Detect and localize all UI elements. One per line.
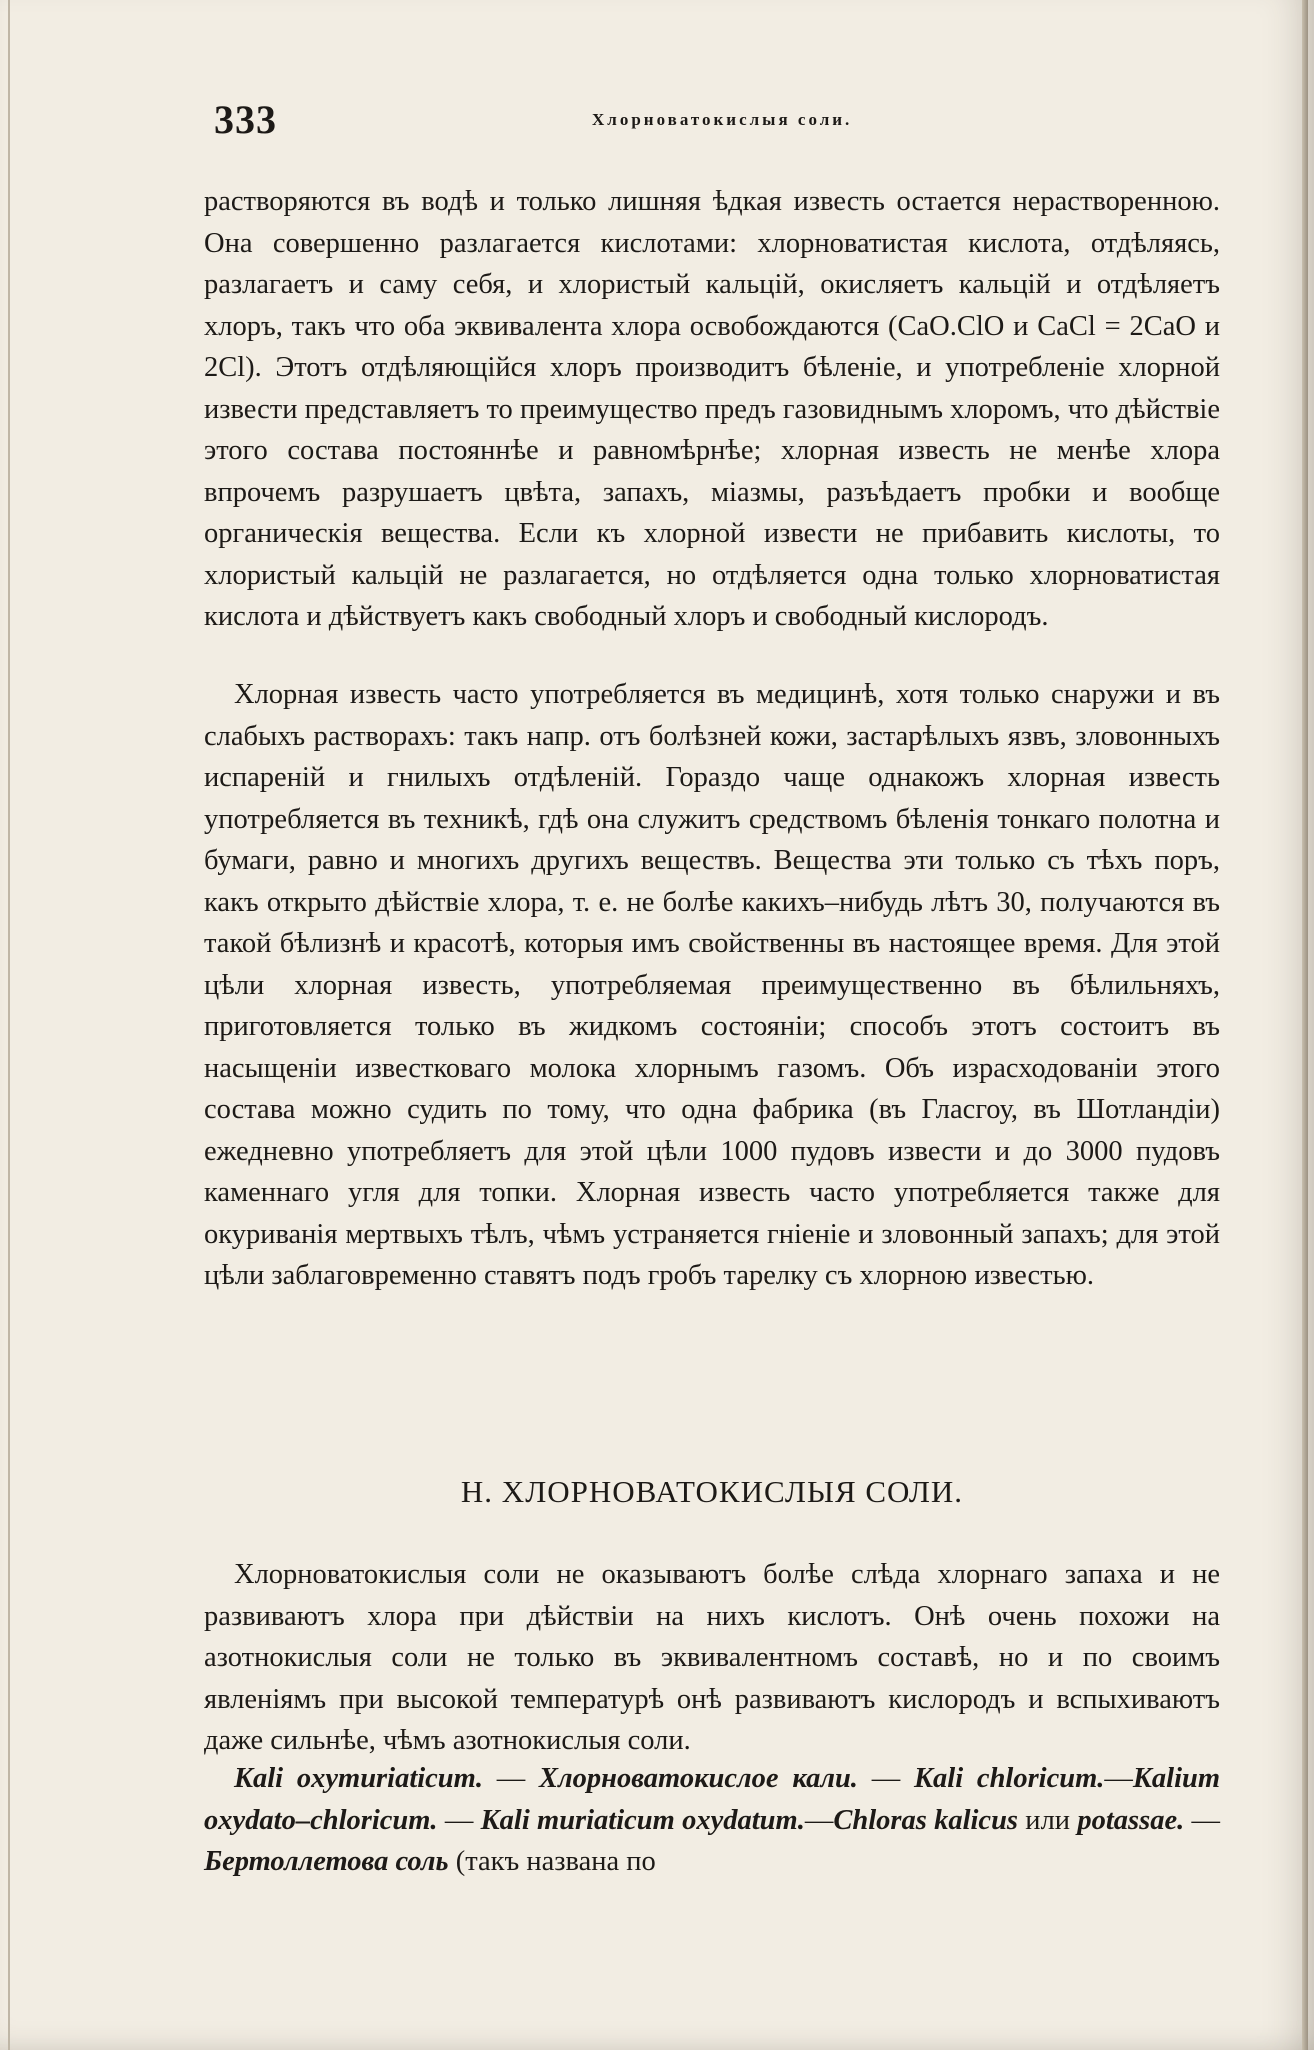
russian-name-2: Бертоллетова соль (204, 1846, 449, 1877)
dash-4: — (437, 1804, 481, 1836)
trailing-text: (такъ названа по (448, 1846, 656, 1877)
page-left-edge (8, 0, 10, 2050)
dash-3: — (1104, 1763, 1133, 1794)
connector-word: или (1018, 1804, 1078, 1836)
page-right-edge (1302, 0, 1308, 2050)
page-header (214, 96, 1214, 156)
dash-6: — (1184, 1804, 1221, 1836)
dash-1: — (482, 1763, 540, 1794)
running-title: Хлорноватокислыя соли. (592, 110, 853, 129)
latin-name-4: Kali muriaticum oxydatum. (480, 1804, 805, 1836)
latin-name-5: Chloras kalicus (833, 1804, 1019, 1836)
dash-5: — (804, 1804, 834, 1836)
latin-name-3: Kalium oxydato–chloricum. (204, 1763, 1221, 1836)
section-heading: Н. ХЛОРНОВАТОКИСЛЫЯ СОЛИ. (460, 1474, 964, 1509)
paragraph-1: растворяются въ водѣ и только лишняя ѣдкая известь остается нерастворенною. Она совершенно разлагается кислотами: хлорноватистая кислота, отдѣляясь, разлагаетъ и саму себя, и хлористый кальцій, окисляетъ кальцій и отдѣляетъ хлоръ, такъ что оба эквивалента хлора освобождаются (СаО.СlО и СаСl = 2СаО и 2Сl). Этотъ отдѣляющійся хлоръ производитъ бѣленіе, и употребленіе хлорной извести представляетъ то преимущество предъ газовиднымъ хлоромъ, что дѣйствіе этого состава постояннѣе и равномѣрнѣе; хлорная известь не менѣе хлора впрочемъ разрушаетъ цвѣта, запахъ, міазмы, разъѣдаетъ пробки и вообще органическія вещества. Если къ хлорной извести не прибавить кислоты, то хлористый кальцій не разлагается, но отдѣляется одна только хлорноватистая кислота и дѣйствуетъ какъ свободный хлоръ и свободный кислородъ. (204, 186, 1220, 632)
latin-name-2: Kali chloricum. (914, 1763, 1105, 1794)
paragraph-3: Хлорноватокислыя соли не оказываютъ болѣе слѣда хлорнаго запаха и не развиваютъ хлора при дѣйствіи на нихъ кислотъ. Онѣ очень похожи на азотнокислыя соли не только въ эквивалентномъ составѣ, но и по своимъ явленіямъ при высокой температурѣ онѣ развиваютъ кислородъ и вспыхиваютъ даже сильнѣе, чѣмъ азотнокислыя соли. (204, 1559, 1220, 1756)
latin-name-6: potassae. (1077, 1804, 1185, 1836)
paragraph-4 (204, 1758, 1220, 1883)
latin-name-1: Kali oxymuriaticum. (234, 1763, 483, 1794)
page-number: 333 (214, 97, 277, 142)
paragraph-2: Хлорная известь часто употребляется въ медицинѣ, хотя только снаружи и въ слабыхъ растворахъ: такъ напр. отъ болѣзней кожи, застарѣлыхъ язвъ, зловонныхъ испареній и гнилыхъ отдѣленій. Гораздо чаще однакожъ хлорная известь употребляется въ техникѣ, гдѣ она служитъ средствомъ бѣленія тонкаго полотна и бумаги, равно и многихъ другихъ веществъ. Вещества эти только съ тѣхъ поръ, какъ открыто дѣйствіе хлора, т. е. не болѣе какихъ–нибудь лѣтъ 30, получаются въ такой бѣлизнѣ и красотѣ, которыя имъ свойственны въ настоящее время. Для этой цѣли хлорная известь, употребляемая преимущественно въ бѣлильняхъ, приготовляется только въ жидкомъ состояніи; способъ этотъ состоитъ въ насыщеніи известковаго молока хлорнымъ газомъ. Объ израсходованіи этого состава можно судить по тому, что одна фабрика (въ Гласгоу, въ Шотландіи) ежедневно употребляетъ для этой цѣли 1000 пудовъ извести и до 3000 пудовъ каменнаго угля для топки. Хлорная известь часто употребляется также для окуриванія мертвыхъ тѣлъ, чѣмъ устраняется гніеніе и зловонный запахъ; для этой цѣли заблаговременно ставятъ подъ гробъ тарелку съ хлорною известью. (204, 679, 1220, 1291)
russian-name-1: Хлорноватокислое кали. (539, 1763, 858, 1794)
dash-2: — (857, 1763, 915, 1794)
